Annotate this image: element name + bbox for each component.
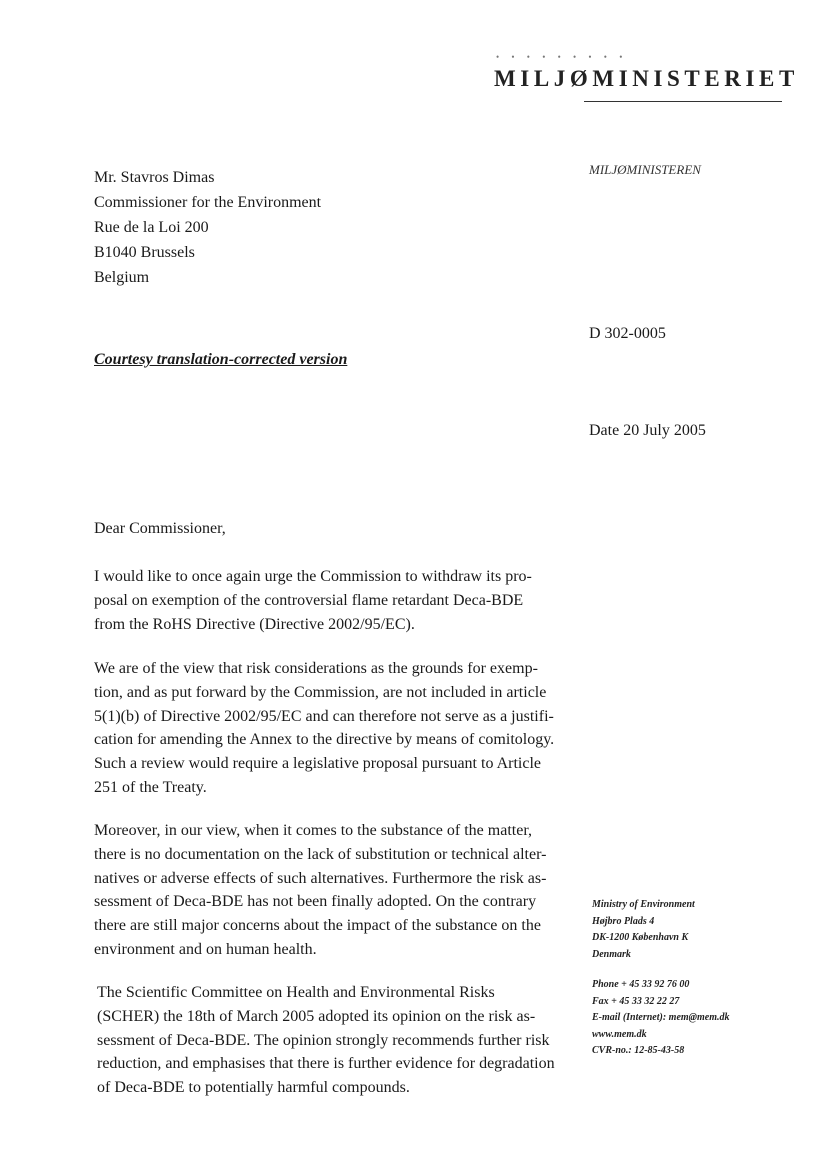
fax-line: Fax + 45 33 32 22 27 — [592, 995, 680, 1007]
website-line: www.mem.dk — [592, 1028, 647, 1040]
letterhead-divider — [584, 101, 782, 102]
paragraph-line: of Deca-BDE to potentially harmful compounds. — [97, 1079, 410, 1097]
paragraph-line: cation for amending the Annex to the directive by means of comitology. — [94, 731, 555, 749]
recipient-address — [94, 165, 321, 290]
recipient-line: Belgium — [94, 269, 150, 286]
paragraph-line: Such a review would require a legislative proposal pursuant to Article — [94, 755, 541, 773]
paragraph-line: 5(1)(b) of Directive 2002/95/EC and can therefore not serve as a justifi- — [94, 707, 554, 725]
paragraph-line: from the RoHS Directive (Directive 2002/95/EC). — [94, 615, 415, 633]
paragraph-line: natives or adverse effects of such alternatives. Furthermore the risk as- — [94, 869, 547, 887]
body-paragraph — [94, 565, 614, 636]
recipient-line: Mr. Stavros Dimas — [94, 169, 215, 186]
paragraph-line: Moreover, in our view, when it comes to the substance of the matter, — [94, 822, 532, 839]
paragraph-line: tion, and as put forward by the Commission, are not included in article — [94, 683, 547, 701]
minister-label: MILJØMINISTEREN — [589, 162, 701, 177]
letterhead-dots: • • • • • • • • • — [496, 52, 628, 62]
paragraph-line: sessment of Deca-BDE. The opinion strongly recommends further risk — [97, 1031, 550, 1049]
paragraph-line: environment and on human health. — [94, 940, 317, 958]
paragraph-line: sessment of Deca-BDE has not been finally adopted. On the contrary — [94, 893, 537, 911]
paragraph-line: 251 of the Treaty. — [94, 778, 207, 796]
email-line: E-mail (Internet): mem@mem.dk — [592, 1012, 730, 1023]
address-line: Højbro Plads 4 — [592, 915, 655, 927]
paragraph-line: reduction, and emphasises that there is further evidence for degradation — [97, 1055, 555, 1073]
cvr-line: CVR-no.: 12-85-43-58 — [592, 1045, 685, 1056]
reference-number: D 302-0005 — [589, 325, 666, 342]
paragraph-line: there is no documentation on the lack of substitution or technical alter- — [94, 845, 547, 863]
organization-name: MILJØMINISTERIET — [494, 66, 799, 91]
recipient-line: B1040 Brussels — [94, 244, 195, 261]
recipient-line: Commissioner for the Environment — [94, 194, 322, 211]
salutation: Dear Commissioner, — [94, 520, 226, 537]
address-line: DK-1200 København K — [592, 932, 689, 943]
address-line: Denmark — [592, 948, 631, 960]
letter-date: Date 20 July 2005 — [589, 422, 706, 439]
ministry-address — [592, 897, 695, 963]
paragraph-line: The Scientific Committee on Health and Environmental Risks — [97, 984, 495, 1001]
phone-line: Phone + 45 33 92 76 00 — [592, 979, 690, 990]
body-paragraph — [94, 819, 614, 962]
body-paragraph — [97, 981, 617, 1100]
paragraph-line: (SCHER) the 18th of March 2005 adopted its opinion on the risk as- — [97, 1007, 536, 1025]
ministry-contact-details — [592, 977, 729, 1060]
recipient-line: Rue de la Loi 200 — [94, 219, 209, 236]
translation-note: Courtesy translation-corrected version — [94, 351, 348, 368]
paragraph-line: We are of the view that risk considerations as the grounds for exemp- — [94, 660, 538, 677]
body-paragraph — [94, 657, 614, 800]
paragraph-line: I would like to once again urge the Commission to withdraw its pro- — [94, 568, 532, 585]
address-line: Ministry of Environment — [592, 899, 695, 910]
paragraph-line: there are still major concerns about the impact of the substance on the — [94, 917, 541, 935]
paragraph-line: posal on exemption of the controversial flame retardant Deca-BDE — [94, 591, 524, 609]
